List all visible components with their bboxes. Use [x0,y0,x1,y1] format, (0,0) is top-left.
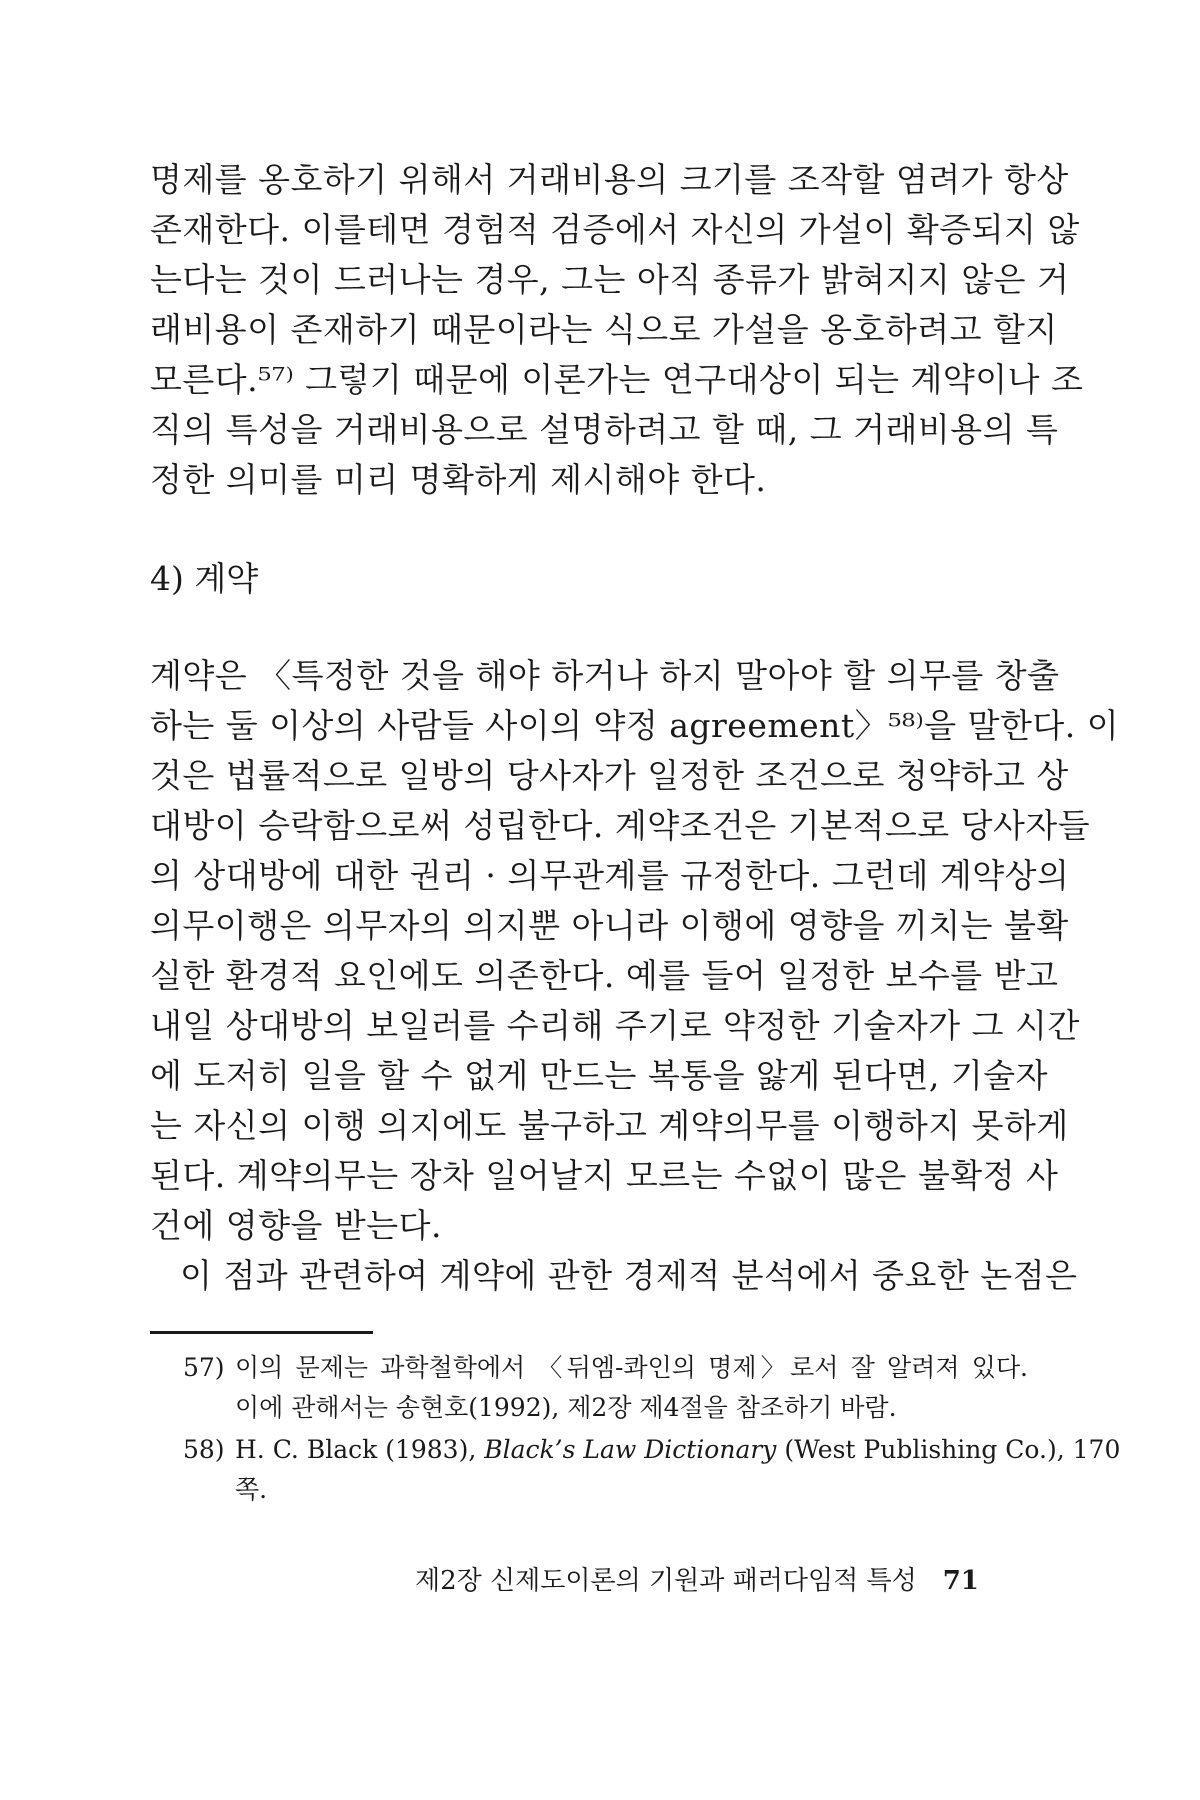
running-title: 제2장 신제도이론의 기원과 패러다임적 특성 [415,1566,917,1596]
text-line: 직의 특성을 거래비용으로 설명하려고 할 때, 그 거래비용의 특 [150,410,1059,449]
footnote-number: 57) [183,1353,225,1382]
footnote-58 [183,1434,1121,1466]
footnote-text: 이에 관해서는 송현호(1992), 제2장 제4절을 참조하기 바람. [235,1393,897,1422]
text-line: 는다는 것이 드러나는 경우, 그는 아직 종류가 밝혀지지 않은 거 [150,260,1070,299]
page-number: 71 [942,1566,979,1596]
footnote-57 [183,1352,1028,1384]
text-line: 실한 환경적 요인에도 의존한다. 예를 들어 일정한 보수를 받고 [150,956,1059,995]
text-line: 것은 법률적으로 일방의 당사자가 일정한 조건으로 청약하고 상 [150,756,1069,795]
footnote-57-cont [235,1392,1028,1424]
footnote-divider [150,1331,373,1334]
book-title: Black’s Law Dictionary [484,1435,777,1464]
text-line: 된다. 계약의무는 장차 일어날지 모르는 수없이 많은 불확정 사 [150,1156,1059,1195]
text-line: 존재한다. 이를테면 경험적 검증에서 자신의 가설이 확증되지 않 [150,210,1080,249]
citation-text: H. C. Black (1983), [235,1435,485,1464]
footnote-text: 쪽. [235,1475,268,1504]
footnote-number: 58) [183,1435,225,1464]
footnote-text [235,1434,1121,1466]
footnote-58-cont [235,1474,1028,1506]
text-line: 명제를 옹호하기 위해서 거래비용의 크기를 조작할 염려가 항상 [150,160,1069,199]
text-line: 의무이행은 의무자의 의지뿐 아니라 이행에 영향을 끼치는 불확 [150,906,1069,945]
text-line: 계약은 〈특정한 것을 해야 하거나 하지 말아야 할 의무를 창출 [150,656,1060,695]
text-line: 모른다.⁵⁷⁾ 그렇기 때문에 이론가는 연구대상이 되는 계약이나 조 [150,360,1084,399]
text-line: 에 도저히 일을 할 수 없게 만드는 복통을 앓게 된다면, 기술자 [150,1056,1048,1095]
text-line: 내일 상대방의 보일러를 수리해 주기로 약정한 기술자가 그 시간 [150,1006,1080,1045]
text-line: 정한 의미를 미리 명확하게 제시해야 한다. [150,460,767,499]
text-line: 의 상대방에 대한 권리 · 의무관계를 규정한다. 그런데 계약상의 [150,856,1070,895]
text-line: 는 자신의 이행 의지에도 불구하고 계약의무를 이행하지 못하게 [150,1106,1069,1145]
text-line: 건에 영향을 받는다. [150,1206,442,1245]
footnote-text: 이의 문제는 과학철학에서 〈뒤엠-콰인의 명제〉로서 잘 알려져 있다. [235,1353,1028,1382]
page-footer [415,1565,979,1597]
section-heading: 4) 계약 [150,559,259,598]
text-line: 이 점과 관련하여 계약에 관한 경제적 분석에서 중요한 논점은 [180,1256,1078,1295]
text-line: 대방이 승락함으로써 성립한다. 계약조건은 기본적으로 당사자들 [150,806,1091,845]
citation-text: (West Publishing Co.), 170 [776,1435,1121,1464]
text-line: 하는 둘 이상의 사람들 사이의 약정 agreement〉⁵⁸⁾을 말한다. 이 [150,706,1120,745]
text-line: 래비용이 존재하기 때문이라는 식으로 가설을 옹호하려고 할지 [150,310,1058,349]
